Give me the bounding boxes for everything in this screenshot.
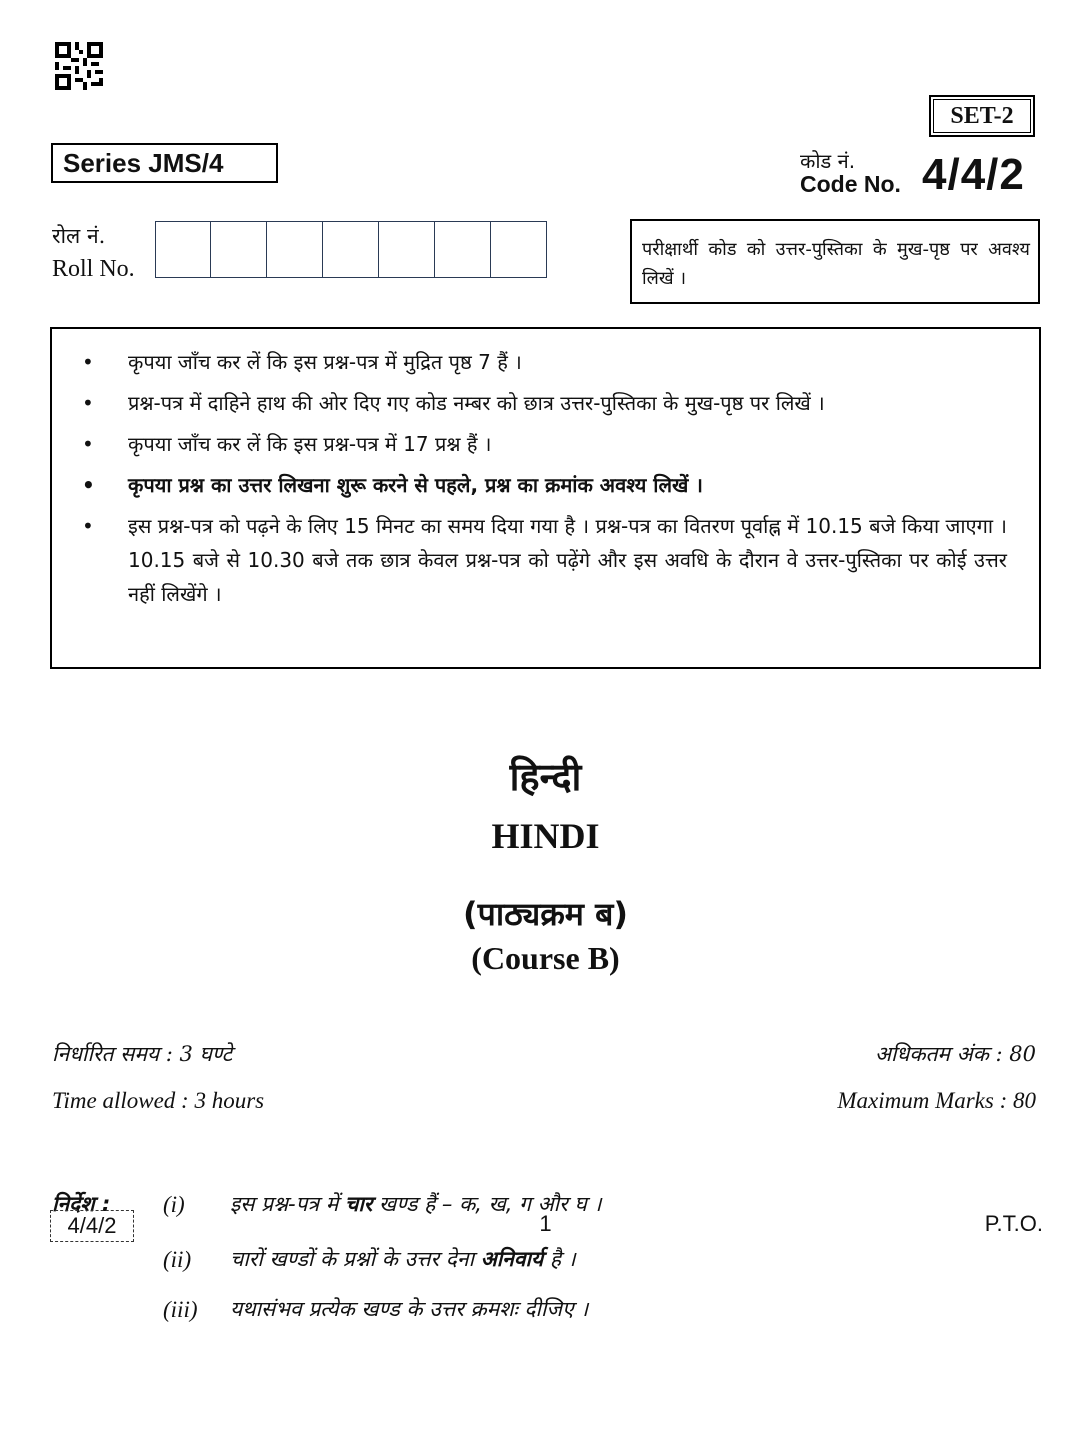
roll-number-cell xyxy=(211,221,267,278)
course-hindi: (पाठ्यक्रम ब) xyxy=(463,895,628,933)
footer-code: 4/4/2 xyxy=(50,1210,134,1242)
instruction-item xyxy=(82,509,1007,611)
bullet-icon: • xyxy=(82,391,94,415)
instructions-list xyxy=(82,345,1007,611)
code-number: 4/4/2 xyxy=(922,150,1025,199)
time-allowed-english: Time allowed : 3 hours xyxy=(52,1088,265,1113)
set-label: SET-2 xyxy=(933,99,1031,133)
direction-text: इस प्रश्न-पत्र में चार खण्ड हैं – क, ख, ग और घ । xyxy=(230,1192,602,1216)
instruction-item xyxy=(82,427,1007,461)
instruction-text: कृपया जाँच कर लें कि इस प्रश्न-पत्र में मुद्रित पृष्ठ 7 हैं । xyxy=(128,350,522,374)
subject-title-english: HINDI xyxy=(491,816,600,856)
roll-label-english: Roll No. xyxy=(52,256,135,282)
roll-number-cell xyxy=(155,221,211,278)
course-english: (Course B) xyxy=(471,940,620,976)
instructions-box xyxy=(50,327,1041,669)
directions-label: निर्देश : xyxy=(52,1192,111,1216)
code-label-english: Code No. xyxy=(800,171,901,197)
subject-title-hindi: हिन्दी xyxy=(509,755,582,799)
code-note-box: परीक्षार्थी कोड को उत्तर-पुस्तिका के मुख-पृष्ठ पर अवश्य लिखें । xyxy=(630,219,1040,304)
time-allowed-hindi: निर्धारित समय : 3 घण्टे xyxy=(52,1042,233,1066)
direction-text: चारों खण्डों के प्रश्नों के उत्तर देना अनिवार्य है । xyxy=(230,1247,576,1271)
instruction-item xyxy=(82,345,1007,379)
direction-number: (ii) xyxy=(163,1247,192,1272)
roll-number-cell xyxy=(491,221,547,278)
instruction-text: इस प्रश्न-पत्र को पढ़ने के लिए 15 मिनट का समय दिया गया है । प्रश्न-पत्र का वितरण पूर्वाह्न में 10.15 बजे किया जाएगा । 10.15 बजे से 10.30 बजे तक छात्र केवल प्रश्न-पत्र को पढ़ेंगे और इस अवधि के दौरान वे उत्तर-पुस्तिका पर कोई उत्तर नहीं लिखेंगे । xyxy=(128,514,1007,606)
roll-number-boxes xyxy=(155,221,547,278)
roll-number-cell xyxy=(379,221,435,278)
series-label: Series JMS/4 xyxy=(51,143,278,183)
instruction-text: कृपया प्रश्न का उत्तर लिखना शुरू करने से पहले, प्रश्न का क्रमांक अवश्य लिखें । xyxy=(128,473,703,497)
direction-text: यथासंभव प्रत्येक खण्ड के उत्तर क्रमशः दीजिए । xyxy=(230,1297,589,1321)
page-number: 1 xyxy=(539,1211,552,1236)
bullet-icon: • xyxy=(82,432,94,456)
instruction-text: कृपया जाँच कर लें कि इस प्रश्न-पत्र में 17 प्रश्न हैं । xyxy=(128,432,492,456)
qr-code-icon xyxy=(55,42,103,90)
roll-number-cell xyxy=(267,221,323,278)
instruction-item xyxy=(82,468,1007,502)
roll-number-cell xyxy=(323,221,379,278)
instruction-text: प्रश्न-पत्र में दाहिने हाथ की ओर दिए गए कोड नम्बर को छात्र उत्तर-पुस्तिका के मुख-पृष्ठ पर लिखें । xyxy=(128,391,825,415)
bullet-icon: • xyxy=(82,350,94,374)
direction-number: (iii) xyxy=(163,1297,198,1322)
direction-number: (i) xyxy=(163,1192,185,1217)
pto-label: P.T.O. xyxy=(984,1211,1043,1236)
code-label-hindi: कोड नं. xyxy=(800,149,856,173)
instruction-item xyxy=(82,386,1007,420)
bullet-icon: • xyxy=(82,514,94,538)
bullet-icon: • xyxy=(82,473,95,497)
roll-number-cell xyxy=(435,221,491,278)
roll-label-hindi: रोल नं. xyxy=(52,224,106,248)
set-badge xyxy=(929,95,1035,137)
max-marks-english: Maximum Marks : 80 xyxy=(837,1088,1036,1113)
max-marks-hindi: अधिकतम अंक : 80 xyxy=(874,1042,1036,1066)
